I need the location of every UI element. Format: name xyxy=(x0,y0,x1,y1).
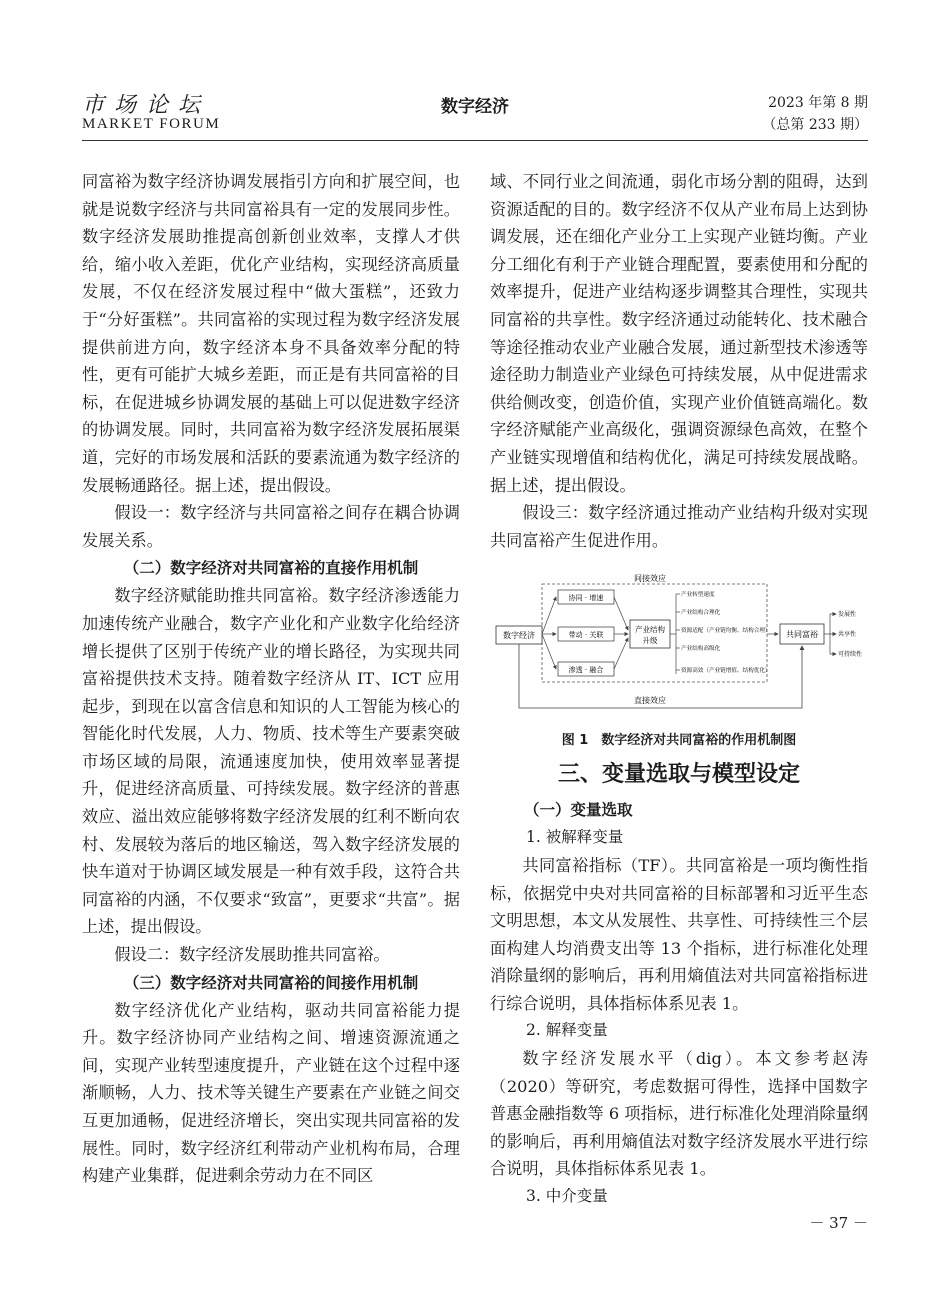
effect-3: 资源适配（产业链均衡、结构合理） xyxy=(681,628,771,635)
paragraph: 数字经济赋能助推共同富裕。数字经济渗透能力加速传统产业融合，数字产业化和产业数字化给经济增长提供了区别于传统产业的增长路径，为实现共同富裕提供技术支持。随着数字经济从 IT、ICT 应用起步，到现在以富含信息和知识的人工智能为核心的智能化时代发展，人力、物质、技术等生产要素突破市场区域的局限，流通速度加快，使用效率显著提升，促进经济高质量、可持续发展。数字经济的普惠效应、溢出效应能够将数字经济发展的红利不断向农村、发展较为落后的地区输送，驾入数字经济发展的快车道对于协调区域发展是一种有效手段，这符合共同富裕的内涵，不仅要求“致富”，更要求“共富”。据上述，提出假设。 xyxy=(82,586,460,937)
target-attr-1: 发展性 xyxy=(838,611,857,619)
subsection-heading: （三）数字经济对共同富裕的间接作用机制 xyxy=(123,973,419,992)
indirect-effect-label: 间接效应 xyxy=(634,574,666,584)
target-attr-2: 共享性 xyxy=(838,631,857,639)
source-label: 数字经济 xyxy=(503,631,535,641)
paragraph: 数字经济优化产业结构，驱动共同富裕能力提升。数字经济协同产业结构之间、增速资源流通之间，实现产业转型速度提升，产业链在这个过程中逐渐顺畅，人力、技术等关键生产要素在产业链之间交互更加通畅，促进经济增长，突出实现共同富裕的发展性。同时，数字经济红利带动产业机构布局，合理构建产业集群，促进剩余劳动力在不同区 xyxy=(82,1000,460,1186)
effect-5: 资源高效（产业链增值、结构优化） xyxy=(681,668,771,675)
mechanism-2-label: 带动 · 关联 xyxy=(568,631,604,640)
paragraph: 数字经济发展水平（dig）。本文参考赵涛（2020）等研究，考虑数据可得性，选择中国数字普惠金融指数等 6 项指标，进行标准化处理消除量纲的影响后，再利用熵值法对数字经济发展水平进行综合说明，具体指标体系见表 1。 xyxy=(490,1049,868,1179)
effect-4: 产业结构高级化 xyxy=(681,646,721,653)
issue-total: （总第 233 期） xyxy=(762,117,868,133)
page-header xyxy=(82,88,868,138)
variable-heading: 2. 解释变量 xyxy=(526,1021,608,1040)
section-heading: 三、变量选取与模型设定 xyxy=(557,762,800,788)
mechanism-diagram xyxy=(490,572,868,722)
section-title: 数字经济 xyxy=(441,97,509,117)
effect-2: 产业结构合理化 xyxy=(681,610,721,617)
subsection-heading: （一）变量选取 xyxy=(524,801,633,820)
page-number: － 37 － xyxy=(809,1214,868,1232)
journal-logo-cn: 市场论坛 xyxy=(82,93,211,118)
paragraph: 域、不同行业之间流通，弱化市场分割的阻碍，达到资源适配的目的。数字经济不仅从产业布局上达到协调发展，还在细化产业分工上实现产业链均衡。产业分工细化有利于产业链合理配置，要素使用和分配的效率提升，促进产业结构逐步调整其合理性，实现共同富裕的共享性。数字经济通过动能转化、技术融合等途径推动农业产业融合发展，通过新型技术渗透等途径助力制造业产业绿色可持续发展，从中促进需求供给侧改变，创造价值，实现产业价值链高端化。数字经济赋能产业高级化，强调资源绿色高效，在整个产业链实现增值和结构优化，满足可持续发展战略。据上述，提出假设。 xyxy=(490,172,868,495)
paragraph: 同富裕为数字经济协调发展指引方向和扩展空间，也就是说数字经济与共同富裕具有一定的发展同步性。数字经济发展助推提高创新创业效率，支撑人才供给，缩小收入差距，优化产业结构，实现经济高质量发展，不仅在经济发展过程中“做大蛋糕”，还致力于“分好蛋糕”。共同富裕的实现过程为数字经济发展提供前进方向，数字经济本身不具备效率分配的特性，更有可能扩大城乡差距，而正是有共同富裕的目标，在促进城乡协调发展的基础上可以促进数字经济的协调发展。同时，共同富裕为数字经济发展拓展渠道，完好的市场发展和活跃的要素流通为数字经济的发展畅通路径。据上述，提出假设。 xyxy=(82,172,460,495)
mechanism-figure xyxy=(490,572,868,722)
variable-heading: 3. 中介变量 xyxy=(526,1187,608,1206)
variable-heading: 1. 被解释变量 xyxy=(526,828,624,847)
left-column xyxy=(82,168,460,1190)
middle-label-1: 产业结构 xyxy=(635,625,665,635)
hypothesis-2: 假设二：数字经济发展助推共同富裕。 xyxy=(114,945,390,965)
hypothesis-1: 假设一：数字经济与共同富裕之间存在耦合协调发展关系。 xyxy=(82,503,460,550)
hypothesis-3: 假设三：数字经济通过推动产业结构升级对实现共同富裕产生促进作用。 xyxy=(490,503,868,550)
direct-effect-label: 直接效应 xyxy=(634,696,666,706)
right-column xyxy=(490,168,868,1211)
middle-label-2: 升级 xyxy=(642,636,658,646)
effect-1: 产业转型速度 xyxy=(681,592,715,599)
mechanism-3-label: 渗透 · 融合 xyxy=(568,666,604,675)
paragraph: 共同富裕指标（TF）。共同富裕是一项均衡性指标，依据党中央对共同富裕的目标部署和习近平生态文明思想，本文从发展性、共享性、可持续性三个层面构建人均消费支出等 13 个指标，进行标准化处理消除量纲的影响后，再利用熵值法对共同富裕指标进行综合说明，具体指标体系见表 1。 xyxy=(490,855,868,1013)
journal-logo-en: MARKET FORUM xyxy=(82,116,221,132)
target-label: 共同富裕 xyxy=(786,630,818,640)
issue-info xyxy=(762,92,868,136)
issue-number: 2023 年第 8 期 xyxy=(768,95,868,111)
figure-caption: 图 1 数字经济对共同富裕的作用机制图 xyxy=(561,733,797,749)
header-rule xyxy=(82,140,868,141)
mechanism-1-label: 协同 · 增速 xyxy=(568,594,604,603)
subsection-heading: （二）数字经济对共同富裕的直接作用机制 xyxy=(123,559,419,578)
target-attr-3: 可持续性 xyxy=(838,651,863,659)
